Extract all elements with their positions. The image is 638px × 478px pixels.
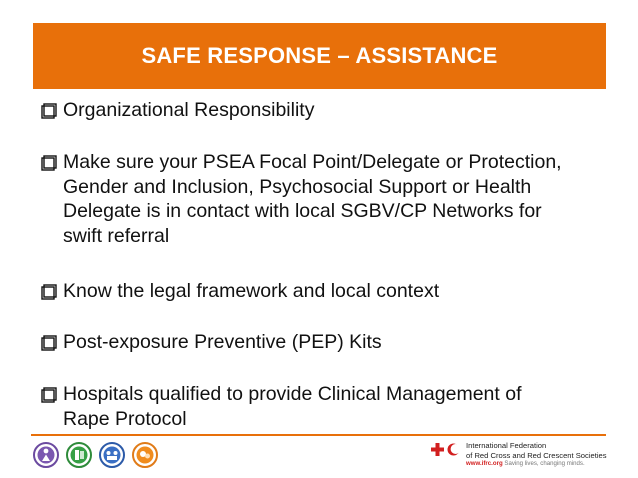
bullet-item [39, 279, 619, 304]
bullet-item [39, 98, 619, 123]
checkbox-bullet-icon [41, 284, 57, 300]
checkbox-bullet-icon [41, 155, 57, 171]
ifrc-tagline: Saving lives, changing minds. [504, 460, 585, 467]
ifrc-emblems [431, 443, 460, 456]
participation-icon [99, 442, 125, 468]
ifrc-name-line1: International Federation [466, 441, 547, 450]
bullet-text: Gender and Inclusion, Psychosocial Support or Health [63, 175, 532, 198]
bullet-item [39, 330, 619, 355]
ifrc-logo-block [431, 441, 607, 468]
safety-icon [132, 442, 158, 468]
red-crescent-icon [447, 443, 460, 456]
ifrc-web-line [466, 460, 607, 468]
slide-title: SAFE RESPONSE – ASSISTANCE [141, 43, 498, 68]
bullet-item [39, 382, 619, 431]
bullet-text: swift referral [63, 224, 170, 247]
red-cross-icon [431, 443, 444, 456]
ifrc-name-line2: of Red Cross and Red Crescent Societies [466, 450, 607, 460]
bullet-text: Delegate is in contact with local SGBV/CP Networks for [63, 200, 542, 222]
bullet-text: Make sure your PSEA Focal Point/Delegate or Protection, [63, 151, 562, 173]
bullet-text: Hospitals qualified to provide Clinical Management of [63, 383, 522, 405]
bullet-item [39, 150, 619, 248]
bullet-text: Rape Protocol [63, 407, 187, 430]
checkbox-bullet-icon [41, 335, 57, 351]
bullet-text: Post-exposure Preventive (PEP) Kits [63, 331, 382, 353]
principles-icon-row [33, 442, 158, 470]
bullet-text: Know the legal framework and local context [63, 280, 440, 302]
ifrc-text [466, 441, 607, 468]
dignity-icon [33, 442, 59, 468]
footer-divider [31, 434, 606, 436]
access-icon [66, 442, 92, 468]
ifrc-website-link[interactable]: www.ifrc.org [466, 460, 503, 467]
bullet-text: Organizational Responsibility [63, 99, 315, 121]
checkbox-bullet-icon [41, 387, 57, 403]
title-bar [33, 23, 606, 89]
checkbox-bullet-icon [41, 103, 57, 119]
